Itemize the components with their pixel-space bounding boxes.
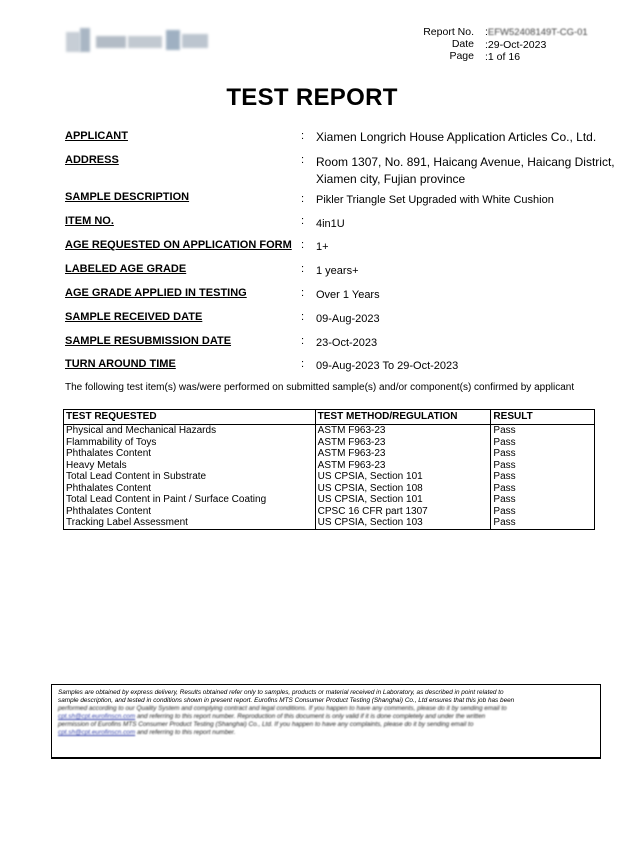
disclaimer-line: Samples are obtained by express delivery, Results obtained refer only to samples, products or material received in Laboratory, as described in point related to xyxy=(58,689,504,696)
field-value-received-date: 09-Aug-2023 xyxy=(316,313,380,325)
report-title: TEST REPORT xyxy=(226,84,398,111)
table-row xyxy=(64,448,595,460)
cell-result: Pass xyxy=(491,471,595,483)
field-label-received-date: SAMPLE RECEIVED DATE xyxy=(65,311,203,323)
disclaimer-line: performed according to our Quality System and complying contract and legal conditions. If you happen to have any comments, please do it by sending email to xyxy=(58,705,507,712)
cell-result: Pass xyxy=(491,425,595,437)
table-row xyxy=(64,494,595,506)
table-row xyxy=(64,437,595,449)
date-label: Date xyxy=(451,38,474,50)
field-label-resubmission-date: SAMPLE RESUBMISSION DATE xyxy=(65,335,232,347)
field-value-resubmission-date: 23-Oct-2023 xyxy=(316,337,378,349)
page-value: 1 of 16 xyxy=(487,51,521,63)
field-value-labeled-age: 1 years+ xyxy=(316,265,359,277)
cell-method: US CPSIA, Section 103 xyxy=(315,517,491,529)
report-no-label: Report No. xyxy=(423,26,474,38)
disclaimer-text xyxy=(58,689,594,705)
intro-text: The following test item(s) was/were performed on submitted sample(s) and/or component(s) confirmed by applicant xyxy=(65,382,575,393)
cell-result: Pass xyxy=(491,506,595,518)
field-label-labeled-age: LABELED AGE GRADE xyxy=(65,263,187,275)
table-row xyxy=(64,483,595,495)
report-no-value: EFW52408149T-CG-01 xyxy=(487,27,588,38)
table-row xyxy=(64,517,595,529)
cell-method: ASTM F963-23 xyxy=(315,437,491,449)
cell-method: US CPSIA, Section 101 xyxy=(315,471,491,483)
cell-result: Pass xyxy=(491,460,595,472)
field-value-age-applied: Over 1 Years xyxy=(316,289,380,301)
cell-method: ASTM F963-23 xyxy=(315,448,491,460)
field-value-address: Room 1307, No. 891, Haicang Avenue, Haicang District, xyxy=(316,155,615,169)
cell-result: Pass xyxy=(491,494,595,506)
header-test-method: TEST METHOD/REGULATION xyxy=(315,410,491,425)
header-result: RESULT xyxy=(491,410,595,425)
cell-method: ASTM F963-23 xyxy=(315,425,491,437)
disclaimer-box xyxy=(51,684,601,759)
disclaimer-line: and referring to this report number. xyxy=(136,729,236,736)
cell-test: Flammability of Toys xyxy=(64,437,316,449)
field-label-applicant: APPLICANT xyxy=(65,130,128,142)
cell-method: ASTM F963-23 xyxy=(315,460,491,472)
cell-test: Total Lead Content in Paint / Surface Coating xyxy=(64,494,316,506)
date-value: 29-Oct-2023 xyxy=(487,39,547,51)
results-table xyxy=(63,409,595,530)
cell-method: CPSC 16 CFR part 1307 xyxy=(315,506,491,518)
field-value-applicant: Xiamen Longrich House Application Articles Co., Ltd. xyxy=(316,130,597,144)
cell-result: Pass xyxy=(491,483,595,495)
disclaimer-blurred-text xyxy=(58,705,594,737)
cell-test: Total Lead Content in Substrate xyxy=(64,471,316,483)
cell-test: Phthalates Content xyxy=(64,506,316,518)
cell-result: Pass xyxy=(491,437,595,449)
table-header-row xyxy=(64,410,595,425)
field-label-sample-description: SAMPLE DESCRIPTION xyxy=(65,191,190,203)
table-row xyxy=(64,425,595,437)
field-label-address: ADDRESS xyxy=(65,154,119,166)
table-row xyxy=(64,460,595,472)
cell-method: US CPSIA, Section 108 xyxy=(315,483,491,495)
field-value-address-line2: Xiamen city, Fujian province xyxy=(316,172,466,186)
email-link[interactable]: cpt.sh@cpt.eurofinscn.com xyxy=(58,713,136,720)
cell-test: Phthalates Content xyxy=(64,448,316,460)
header-test-requested: TEST REQUESTED xyxy=(64,410,316,425)
table-row xyxy=(64,471,595,483)
cell-test: Tracking Label Assessment xyxy=(64,517,316,529)
field-label-age-applied: AGE GRADE APPLIED IN TESTING xyxy=(65,287,247,299)
cell-test: Heavy Metals xyxy=(64,460,316,472)
field-label-age-requested: AGE REQUESTED ON APPLICATION FORM xyxy=(65,239,292,251)
disclaimer-line: and referring to this report number. Reproduction of this document is only valid if it is done completely and under the written xyxy=(136,713,486,720)
field-value-turnaround: 09-Aug-2023 To 29-Oct-2023 xyxy=(316,360,459,372)
cell-test: Phthalates Content xyxy=(64,483,316,495)
email-link[interactable]: cpt.sh@cpt.eurofinscn.com xyxy=(58,729,136,736)
cell-method: US CPSIA, Section 101 xyxy=(315,494,491,506)
field-value-item-no: 4in1U xyxy=(316,218,345,230)
cell-result: Pass xyxy=(491,517,595,529)
disclaimer-line: sample description, and tested in conditions shown in present report. Eurofins MTS Consumer Product Testing (Shanghai) Co., Ltd ensures that this job has been xyxy=(58,697,515,704)
cell-test: Physical and Mechanical Hazards xyxy=(64,425,316,437)
field-label-item-no: ITEM NO. xyxy=(65,215,114,227)
company-logo-icon xyxy=(62,26,212,58)
field-label-turnaround: TURN AROUND TIME xyxy=(65,358,176,370)
cell-result: Pass xyxy=(491,448,595,460)
disclaimer-line: permission of Eurofins MTS Consumer Product Testing (Shanghai) Co., Ltd. If you happen to have any complaints, please do it by sending email to xyxy=(58,721,474,728)
field-value-age-requested: 1+ xyxy=(316,241,329,253)
field-value-sample-description: Pikler Triangle Set Upgraded with White Cushion xyxy=(316,194,554,206)
page-label: Page xyxy=(449,50,474,62)
table-row xyxy=(64,506,595,518)
